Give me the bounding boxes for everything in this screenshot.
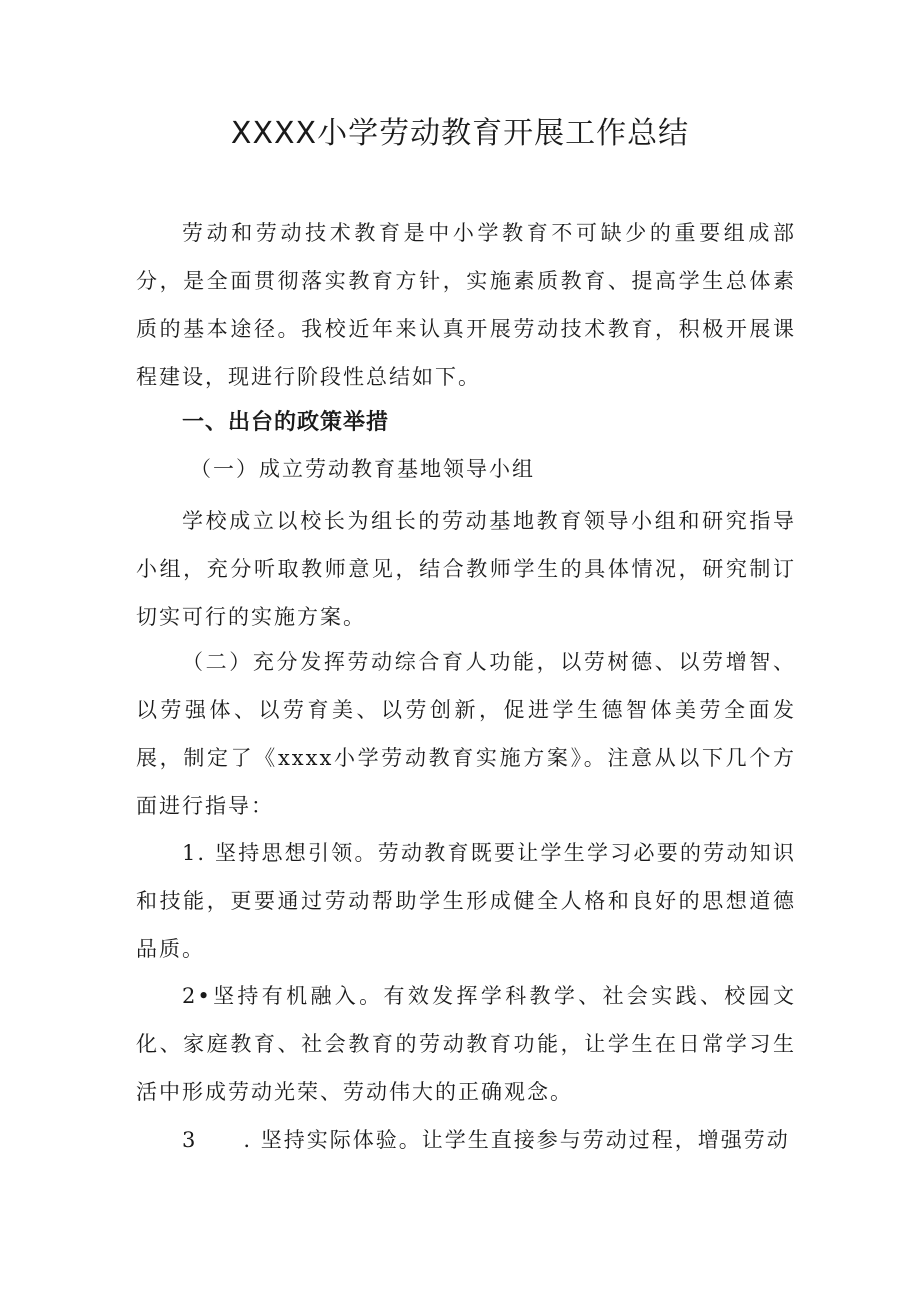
document-title: XXXX小学劳动教育开展工作总结	[230, 116, 690, 151]
subsection-heading-leadership: （一）成立劳动教育基地领导小组	[190, 457, 535, 481]
intro-paragraph: 劳动和劳动技术教育是中小学教育不可缺少的重要组成部分，是全面贯彻落实教育方针，实施素质教育、提高学生总体素质的基本途径。我校近年来认真开展劳动技术教育，积极开展课程建设，现进行阶段性总结如下。	[136, 221, 796, 389]
leadership-paragraph: 学校成立以校长为组长的劳动基地教育领导小组和研究指导小组，充分听取教师意见，结合教师学生的具体情况，研究制订切实可行的实施方案。	[136, 509, 796, 629]
point-2-paragraph: 2•坚持有机融入。有效发挥学科教学、社会实践、校园文化、家庭教育、社会教育的劳动教育功能，让学生在日常学习生活中形成劳动光荣、劳动伟大的正确观念。	[136, 984, 796, 1104]
comprehensive-education-paragraph: （二）充分发挥劳动综合育人功能，以劳树德、以劳增智、以劳强体、以劳育美、以劳创新，促进学生德智体美劳全面发展，制定了《xxxx小学劳动教育实施方案》。注意从以下几个方面进行指导：	[136, 650, 796, 818]
point-1-paragraph: 1. 坚持思想引领。劳动教育既要让学生学习必要的劳动知识和技能，更要通过劳动帮助学生形成健全人格和良好的思想道德品质。	[136, 841, 796, 961]
point-3-paragraph: 3 . 坚持实际体验。让学生直接参与劳动过程，增强劳动	[182, 1128, 790, 1152]
section-heading-policy: 一、出台的政策举措	[182, 410, 390, 435]
